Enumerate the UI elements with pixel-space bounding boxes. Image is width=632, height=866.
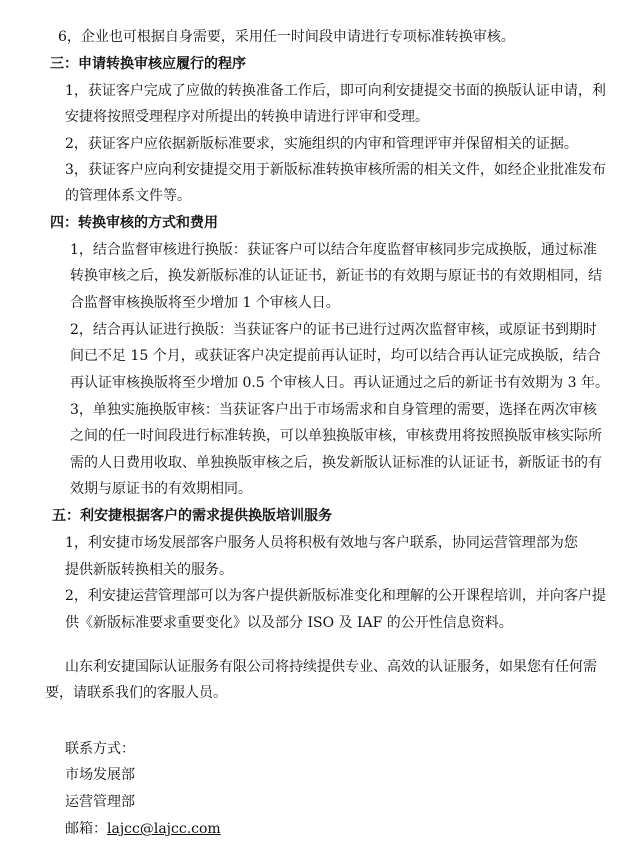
sec4-p3-l1: 3，单独实施换版审核：当获证客户出于市场需求和自身管理的需要，选择在两次审核: [70, 402, 597, 418]
section-4-title: 四：转换审核的方式和费用: [50, 215, 218, 231]
sec5-p1-l1: 1，利安捷市场发展部客户服务人员将积极有效地与客户联系，协同运营管理部为您: [65, 535, 578, 551]
closing-l2: 要，请联系我们的客服人员。: [45, 685, 227, 701]
sec4-p2-l1: 2，结合再认证进行换版：当获证客户的证书已进行过两次监督审核，或原证书到期时: [70, 322, 597, 338]
contact-email-row: [65, 820, 221, 838]
sec4-p1-l3: 合监督审核换版将至少增加 1 个审核人日。: [70, 295, 340, 311]
email-label: 邮箱：: [65, 821, 107, 837]
contact-label: 联系方式：: [65, 741, 135, 757]
sec5-p2-l1: 2，利安捷运营管理部可以为客户提供新版标准变化和理解的公开课程培训，并向客户提: [65, 588, 606, 604]
sec4-p3-l2: 之间的任一时间段进行标准转换，可以单独换版审核，审核费用将按照换版审核实际所: [70, 428, 602, 444]
item-6: 6，企业也可根据自身需要，采用任一时间段申请进行专项标准转换审核。: [58, 29, 515, 45]
sec4-p3-l4: 效期与原证书的有效期相同。: [70, 481, 252, 497]
section-3-title: 三：申请转换审核应履行的程序: [50, 56, 246, 72]
section-5-title: 五：利安捷根据客户的需求提供换版培训服务: [52, 508, 332, 524]
contact-dept-1: 市场发展部: [65, 767, 135, 783]
sec4-p1-l1: 1，结合监督审核进行换版：获证客户可以结合年度监督审核同步完成换版，通过标准: [70, 242, 597, 258]
email-link[interactable]: lajcc@lajcc.com: [107, 821, 221, 837]
sec5-p1-l2: 提供新版转换相关的服务。: [65, 562, 233, 578]
sec3-p1-l1: 1，获证客户完成了应做的转换准备工作后，即可向利安捷提交书面的换版认证申请，利: [65, 83, 606, 99]
contact-dept-2: 运营管理部: [65, 794, 135, 810]
sec4-p1-l2: 转换审核之后，换发新版标准的认证证书，新证书的有效期与原证书的有效期相同，结: [70, 268, 602, 284]
closing-l1: 山东利安捷国际认证服务有限公司将持续提供专业、高效的认证服务，如果您有任何需: [65, 659, 597, 675]
sec4-p2-l3: 再认证审核换版将至少增加 0.5 个审核人日。再认证通过之后的新证书有效期为 3 年。: [70, 375, 609, 391]
sec3-p3-l1: 3，获证客户应向利安捷提交用于新版标准转换审核所需的相关文件，如经企业批准发布: [65, 162, 606, 178]
sec4-p3-l3: 需的人日费用收取、单独换版审核之后，换发新版认证标准的认证证书，新版证书的有: [70, 455, 602, 471]
sec3-p3-l2: 的管理体系文件等。: [65, 188, 191, 204]
sec3-p2: 2，获证客户应依据新版标准要求，实施组织的内审和管理评审并保留相关的证据。: [65, 136, 578, 152]
sec3-p1-l2: 安捷将按照受理程序对所提出的转换申请进行评审和受理。: [65, 109, 429, 125]
sec5-p2-l2: 供《新版标准要求重要变化》以及部分 ISO 及 IAF 的公开性信息资料。: [65, 615, 513, 631]
sec4-p2-l2: 间已不足 15 个月，或获证客户决定提前再认证时，均可以结合再认证完成换版，结合: [70, 348, 601, 364]
